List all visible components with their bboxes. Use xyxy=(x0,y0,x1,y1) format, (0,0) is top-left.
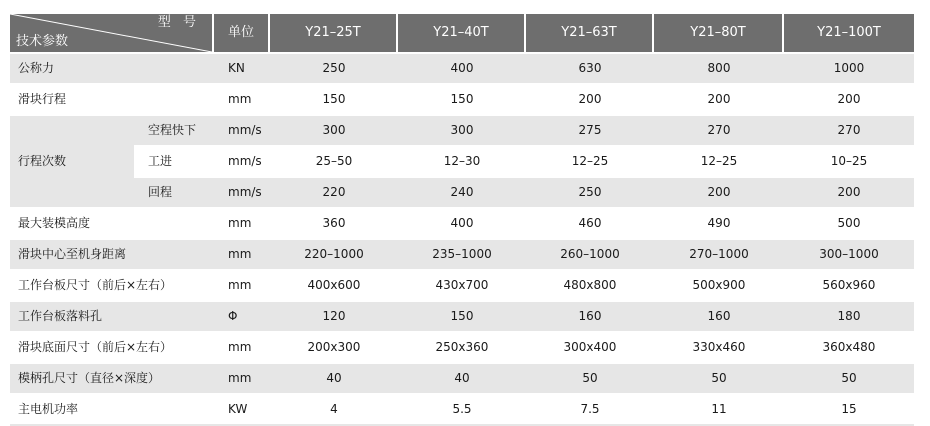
cell-value: 235–1000 xyxy=(398,240,526,271)
spec-sheet xyxy=(10,14,914,426)
cell-value: 250 xyxy=(526,178,654,209)
cell-value: 200 xyxy=(654,85,784,116)
cell-value: 240 xyxy=(398,178,526,209)
cell-value: 250 xyxy=(270,54,398,85)
cell-value: 200 xyxy=(784,85,914,116)
row-unit: KW xyxy=(214,395,270,426)
cell-value: 150 xyxy=(270,85,398,116)
cell-value: 50 xyxy=(784,364,914,395)
table-row xyxy=(10,178,914,209)
row-unit: mm xyxy=(214,364,270,395)
cell-value: 460 xyxy=(526,209,654,240)
sub-row-label: 工进 xyxy=(134,147,214,178)
table-row xyxy=(10,209,914,240)
model-header: Y21–25T xyxy=(270,14,398,54)
table-row xyxy=(10,116,914,147)
corner-model-label: 型 号 xyxy=(157,15,200,30)
cell-value: 12–30 xyxy=(398,147,526,178)
cell-value: 500x900 xyxy=(654,271,784,302)
cell-value: 260–1000 xyxy=(526,240,654,271)
row-label: 主电机功率 xyxy=(10,395,214,426)
spec-table xyxy=(10,14,914,426)
model-header: Y21–100T xyxy=(784,14,914,54)
row-label: 最大装模高度 xyxy=(10,209,214,240)
table-row xyxy=(10,333,914,364)
cell-value: 400x600 xyxy=(270,271,398,302)
header-row xyxy=(10,14,914,54)
row-unit: mm/s xyxy=(214,147,270,178)
cell-value: 120 xyxy=(270,302,398,333)
cell-value: 300–1000 xyxy=(784,240,914,271)
row-unit: mm/s xyxy=(214,178,270,209)
cell-value: 300 xyxy=(398,116,526,147)
cell-value: 270 xyxy=(654,116,784,147)
cell-value: 15 xyxy=(784,395,914,426)
table-row xyxy=(10,395,914,426)
sub-row-label: 空程快下 xyxy=(134,116,214,147)
cell-value: 480x800 xyxy=(526,271,654,302)
table-row xyxy=(10,302,914,333)
row-label: 公称力 xyxy=(10,54,214,85)
cell-value: 200x300 xyxy=(270,333,398,364)
row-unit: mm/s xyxy=(214,116,270,147)
group-label: 行程次数 xyxy=(10,116,134,209)
cell-value: 4 xyxy=(270,395,398,426)
cell-value: 630 xyxy=(526,54,654,85)
table-row xyxy=(10,147,914,178)
row-label: 模柄孔尺寸（直径×深度） xyxy=(10,364,214,395)
cell-value: 270 xyxy=(784,116,914,147)
sub-row-label: 回程 xyxy=(134,178,214,209)
table-row xyxy=(10,240,914,271)
table-row xyxy=(10,85,914,116)
row-unit: KN xyxy=(214,54,270,85)
cell-value: 50 xyxy=(654,364,784,395)
cell-value: 50 xyxy=(526,364,654,395)
row-unit: mm xyxy=(214,333,270,364)
cell-value: 250x360 xyxy=(398,333,526,364)
cell-value: 25–50 xyxy=(270,147,398,178)
cell-value: 160 xyxy=(526,302,654,333)
cell-value: 12–25 xyxy=(654,147,784,178)
cell-value: 430x700 xyxy=(398,271,526,302)
cell-value: 180 xyxy=(784,302,914,333)
cell-value: 220 xyxy=(270,178,398,209)
cell-value: 160 xyxy=(654,302,784,333)
row-label: 滑块中心至机身距离 xyxy=(10,240,214,271)
cell-value: 150 xyxy=(398,302,526,333)
cell-value: 220–1000 xyxy=(270,240,398,271)
cell-value: 40 xyxy=(270,364,398,395)
cell-value: 300 xyxy=(270,116,398,147)
cell-value: 275 xyxy=(526,116,654,147)
corner-header-cell xyxy=(10,14,214,54)
table-row xyxy=(10,364,914,395)
cell-value: 300x400 xyxy=(526,333,654,364)
cell-value: 12–25 xyxy=(526,147,654,178)
cell-value: 330x460 xyxy=(654,333,784,364)
unit-header: 单位 xyxy=(214,14,270,54)
row-unit: mm xyxy=(214,209,270,240)
table-row xyxy=(10,271,914,302)
row-label: 工作台板落料孔 xyxy=(10,302,214,333)
cell-value: 10–25 xyxy=(784,147,914,178)
cell-value: 150 xyxy=(398,85,526,116)
cell-value: 7.5 xyxy=(526,395,654,426)
cell-value: 800 xyxy=(654,54,784,85)
cell-value: 200 xyxy=(654,178,784,209)
cell-value: 11 xyxy=(654,395,784,426)
row-label: 滑块底面尺寸（前后×左右） xyxy=(10,333,214,364)
corner-tech-label: 技术参数 xyxy=(16,34,69,49)
model-header: Y21–80T xyxy=(654,14,784,54)
cell-value: 360x480 xyxy=(784,333,914,364)
cell-value: 500 xyxy=(784,209,914,240)
table-row xyxy=(10,54,914,85)
row-unit: mm xyxy=(214,271,270,302)
row-unit: Φ xyxy=(214,302,270,333)
cell-value: 490 xyxy=(654,209,784,240)
cell-value: 360 xyxy=(270,209,398,240)
cell-value: 40 xyxy=(398,364,526,395)
cell-value: 200 xyxy=(526,85,654,116)
row-unit: mm xyxy=(214,240,270,271)
cell-value: 5.5 xyxy=(398,395,526,426)
model-header: Y21–40T xyxy=(398,14,526,54)
cell-value: 200 xyxy=(784,178,914,209)
cell-value: 270–1000 xyxy=(654,240,784,271)
cell-value: 1000 xyxy=(784,54,914,85)
row-label: 滑块行程 xyxy=(10,85,214,116)
model-header: Y21–63T xyxy=(526,14,654,54)
cell-value: 400 xyxy=(398,54,526,85)
row-unit: mm xyxy=(214,85,270,116)
cell-value: 560x960 xyxy=(784,271,914,302)
cell-value: 400 xyxy=(398,209,526,240)
row-label: 工作台板尺寸（前后×左右） xyxy=(10,271,214,302)
